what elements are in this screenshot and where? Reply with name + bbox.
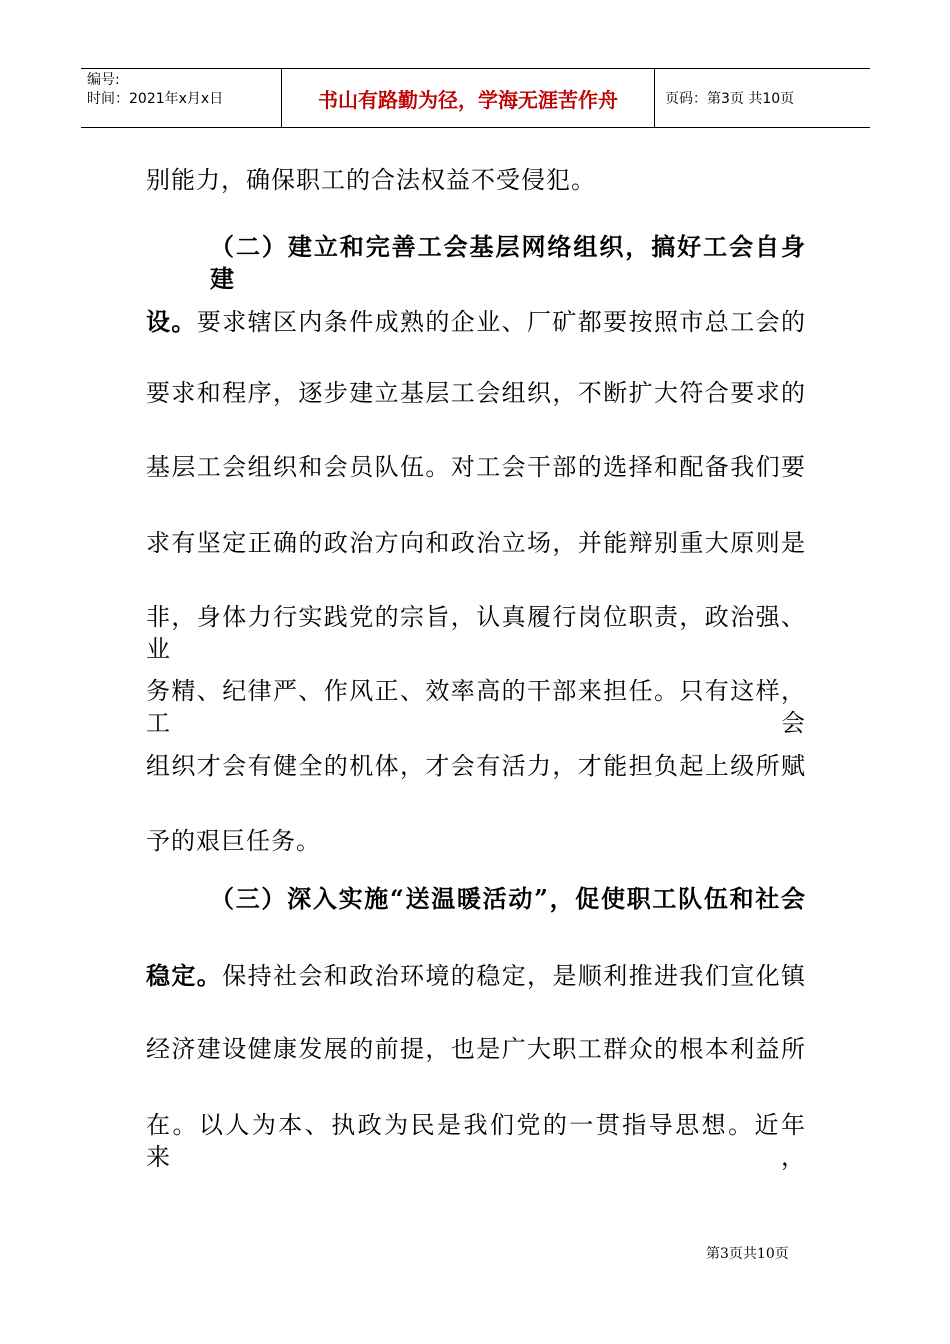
body-line-3 — [146, 306, 806, 338]
body-line-13: 经济建设健康发展的前提，也是广大职工群众的根本利益所 — [146, 1035, 806, 1063]
body-line-6: 求有坚定正确的政治方向和政治立场，并能辩别重大原则是 — [146, 529, 806, 557]
body-line-12 — [146, 960, 806, 992]
body-line-3-text: 要求辖区内条件成熟的企业、厂矿都要按照市总工会的 — [196, 308, 807, 336]
document-number-label: 编号: — [87, 72, 120, 88]
body-line-5: 基层工会组织和会员队伍。对工会干部的选择和配备我们要 — [146, 453, 806, 481]
body-line-7: 非，身体力行实践党的宗旨，认真履行岗位职责，政治强、业 — [146, 603, 806, 663]
page-header — [81, 68, 870, 128]
section-heading-3-end: 稳定。 — [146, 961, 223, 990]
section-heading-2: （二）建立和完善工会基层网络组织，搞好工会自身建 — [210, 232, 806, 293]
header-page-info: 页码：第3页 共10页 — [665, 91, 795, 107]
body-line-12-text: 保持社会和政治环境的稳定，是顺利推进我们宣化镇 — [222, 962, 807, 990]
document-date-label: 时间：2021年x月x日 — [87, 91, 224, 107]
body-line-4: 要求和程序，逐步建立基层工会组织，不断扩大符合要求的 — [146, 379, 806, 407]
body-line-9: 组织才会有健全的机体，才会有活力，才能担负起上级所赋 — [146, 752, 806, 780]
body-line-8: 务精、纪律严、作风正、效率高的干部来担任。只有这样，工会 — [146, 677, 806, 737]
body-line-1: 别能力，确保职工的合法权益不受侵犯。 — [146, 166, 596, 194]
section-heading-3: （三）深入实施“送温暖活动”，促使职工队伍和社会 — [210, 884, 806, 913]
header-motto: 书山有路勤为径，学海无涯苦作舟 — [282, 69, 655, 127]
header-meta — [81, 69, 282, 127]
section-heading-2-end: 设。 — [146, 307, 197, 336]
body-line-14: 在。以人为本、执政为民是我们党的一贯指导思想。近年来， — [146, 1111, 806, 1171]
page-footer: 第3页共10页 — [706, 1246, 789, 1262]
body-line-10: 予的艰巨任务。 — [146, 827, 321, 855]
